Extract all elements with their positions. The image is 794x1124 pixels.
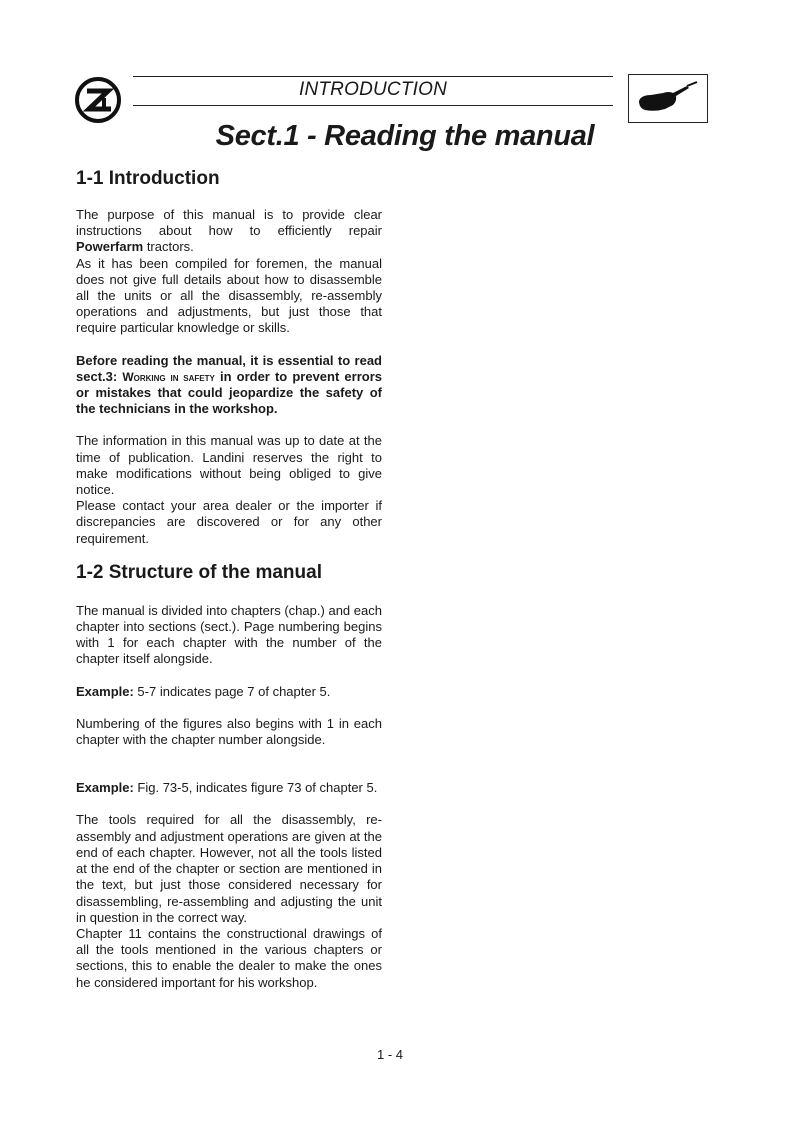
- header-title: INTRODUCTION: [298, 79, 448, 100]
- brand-name: Powerfarm: [76, 239, 144, 255]
- header-rule-top: [133, 76, 613, 77]
- intro-p1-text: The purpose of this manual is to provide clear instructions about how to efficiently repair: [76, 207, 382, 239]
- example-2-text: Fig. 73-5, indicates figure 73 of chapter 5.: [133, 780, 378, 796]
- warning-text-b: in order to prevent errors or mistakes that could jeopardize the safety of the technicians in the workshop.: [76, 368, 382, 417]
- hand-icon-box: [628, 74, 708, 123]
- intro-paragraph-1: [76, 207, 382, 256]
- example-2: [76, 780, 382, 796]
- warning-section-ref: Working in safety: [122, 369, 215, 384]
- pointing-hand-icon: [629, 75, 707, 122]
- intro-paragraph-2: As it has been compiled for foremen, the manual does not give full details about how to disassemble all the units or all the disassembly, re-assembly operations and adjustments, but just those that require particular knowledge or skills.: [76, 255, 382, 336]
- header-rule-bottom: [133, 105, 613, 106]
- structure-heading: 1-2 Structure of the manual: [76, 561, 322, 583]
- intro-paragraph-4: Please contact your area dealer or the importer if discrepancies are discovered or for any other requirement.: [76, 498, 382, 546]
- landini-logo-icon: [74, 76, 122, 124]
- example-2-label: Example:: [76, 780, 134, 796]
- example-1-text: 5-7 indicates page 7 of chapter 5.: [133, 683, 331, 699]
- safety-warning: [76, 353, 382, 418]
- example-1-label: Example:: [76, 683, 134, 699]
- intro-heading: 1-1 Introduction: [76, 168, 220, 189]
- section-title: Sect.1 - Reading the manual: [215, 120, 595, 152]
- structure-paragraph-3: The tools required for all the disassembly, re-assembly and adjustment operations are given at the end of each chapter. However, not all the tools listed at the end of the chapter or section are mentioned in the text, but just those considered necessary for disassembling, re-assembling and adjusting the unit in question in the correct way.: [76, 812, 382, 925]
- structure-paragraph-1: The manual is divided into chapters (chap.) and each chapter into sections (sect.). Page numbering begins with 1 for each chapter with the number of the chapter itself alongside.: [76, 602, 382, 667]
- main-column: [76, 166, 382, 991]
- warning-text-a: Before reading the manual, it is essential to read sect.3:: [76, 352, 382, 384]
- structure-paragraph-4: Chapter 11 contains the constructional drawings of all the tools mentioned in the various chapters or sections, this to enable the dealer to make the ones he considered important for his workshop.: [76, 925, 382, 990]
- intro-p1-end: tractors.: [143, 239, 194, 255]
- page-number: 1 - 4: [376, 1047, 403, 1062]
- structure-paragraph-2: Numbering of the figures also begins with 1 in each chapter with the chapter number alongside.: [76, 715, 382, 748]
- intro-paragraph-3: The information in this manual was up to date at the time of publication. Landini reserves the right to make modifications without being obliged to give notice.: [76, 433, 382, 498]
- example-1: [76, 684, 382, 700]
